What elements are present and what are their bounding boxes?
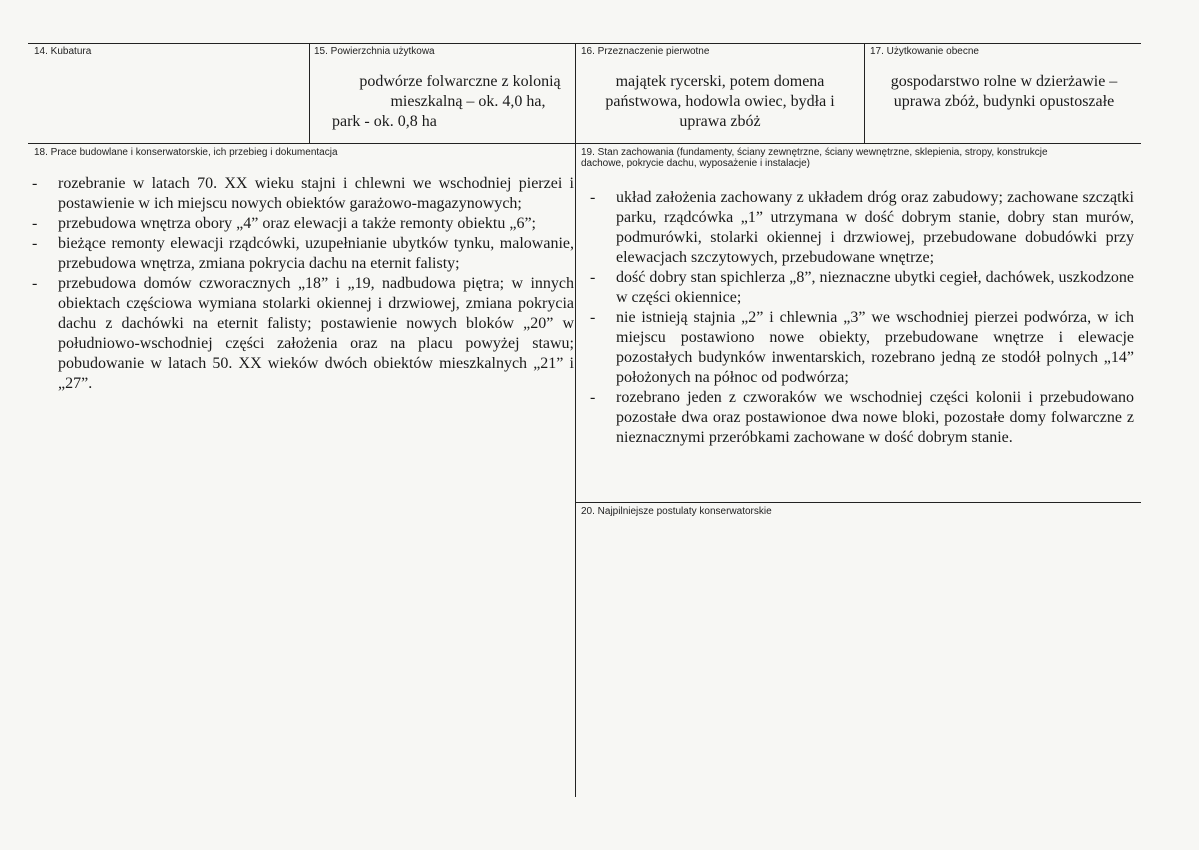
- section-18-list: [30, 174, 574, 394]
- list-item: - przebudowa domów czworacznych „18” i „19, nadbudowa piętra; w innych obiektach częściowa wymiana stolarki okiennej i drzwiowej, zmiana pokrycia dachu z dachówki na eternit falisty; postawienie nowych bloków „20” w południowo-wschodniej części założenia oraz na placu powyżej stawu; pobudowanie w latach 50. XX wieków dwóch obiektów mieszkalnych „21” i „27”.: [32, 275, 574, 392]
- section-18-label: 18. Prace budowlane i konserwatorskie, ich przebieg i dokumentacja: [34, 147, 338, 158]
- list-item: - układ założenia zachowany z układem dróg oraz zabudowy; zachowane szczątki parku, rządcówka „1” utrzymana w dość dobrym stanie, dobry stan murów, podmurówki, stolarki okiennej i drzwiowej, przebudowane dobudówki przy elewacjach szczytowych, przebudowane wnętrze;: [590, 189, 1134, 266]
- list-item: - nie istnieją stajnia „2” i chlewnia „3” we wschodniej pierzei podwórza, w ich miejscu postawiono nowe obiekty, przebudowane wnętrze i elewacje pozostałych budynków inwentarskich, rozebrano jedną ze stodół polnych „14” położonych na północ od podwórza;: [590, 309, 1134, 386]
- field-16-value: majątek rycerski, potem domena państwowa, hodowla owiec, bydła i uprawa zbóż: [605, 73, 835, 130]
- list-item: - dość dobry stan spichlerza „8”, nieznaczne ubytki cegieł, dachówek, uszkodzone w części okiennice;: [590, 269, 1135, 306]
- list-item: - rozebrano jeden z czworaków we wschodniej części kolonii i przebudowano pozostałe dwa oraz postawionoe dwa nowe bloki, pozostałe domy folwarczne z nieznacznymi przeróbkami zachowane w dość dobrym stanie.: [590, 389, 1134, 446]
- section-19-list: [588, 188, 1134, 448]
- main-vertical-divider: [575, 43, 576, 797]
- divider-14-15: [309, 43, 310, 143]
- field-17-label: 17. Użytkowanie obecne: [870, 46, 979, 57]
- section-20-label: 20. Najpilniejsze postulaty konserwatorskie: [581, 506, 772, 517]
- list-item: - przebudowa wnętrza obory „4” oraz elewacji a także remonty obiektu „6”;: [32, 215, 536, 232]
- field-17-value: gospodarstwo rolne w dzierżawie – uprawa zbóż, budynki opustoszałe: [890, 73, 1118, 110]
- row1-bottom-border: [28, 143, 1141, 144]
- field-14-label: 14. Kubatura: [34, 46, 92, 57]
- divider-19-20: [575, 502, 1141, 503]
- field-16-label: 16. Przeznaczenie pierwotne: [581, 46, 710, 57]
- field-15-value: podwórze folwarczne z kolonią mieszkalną – ok. 4,0 ha, park - ok. 0,8 ha: [332, 73, 561, 130]
- divider-16-17: [864, 43, 865, 143]
- list-item: - bieżące remonty elewacji rządcówki, uzupełnianie ubytków tynku, malowanie, przebudowa wnętrza, zmiana pokrycia dachu na eternit falisty;: [32, 235, 574, 272]
- section-19-label: 19. Stan zachowania (fundamenty, ściany zewnętrzne, ściany wewnętrzne, sklepienia, stropy, konstrukcje dachowe, pokrycie dachu, wyposażenie i instalacje): [581, 147, 1048, 169]
- list-item: - rozebranie w latach 70. XX wieku stajni i chlewni we wschodniej pierzei i postawienie w ich miejscu nowych obiektów garażowo-magazynowych;: [32, 175, 574, 212]
- top-border: [28, 43, 1141, 44]
- field-15-label: 15. Powierzchnia użytkowa: [314, 46, 435, 57]
